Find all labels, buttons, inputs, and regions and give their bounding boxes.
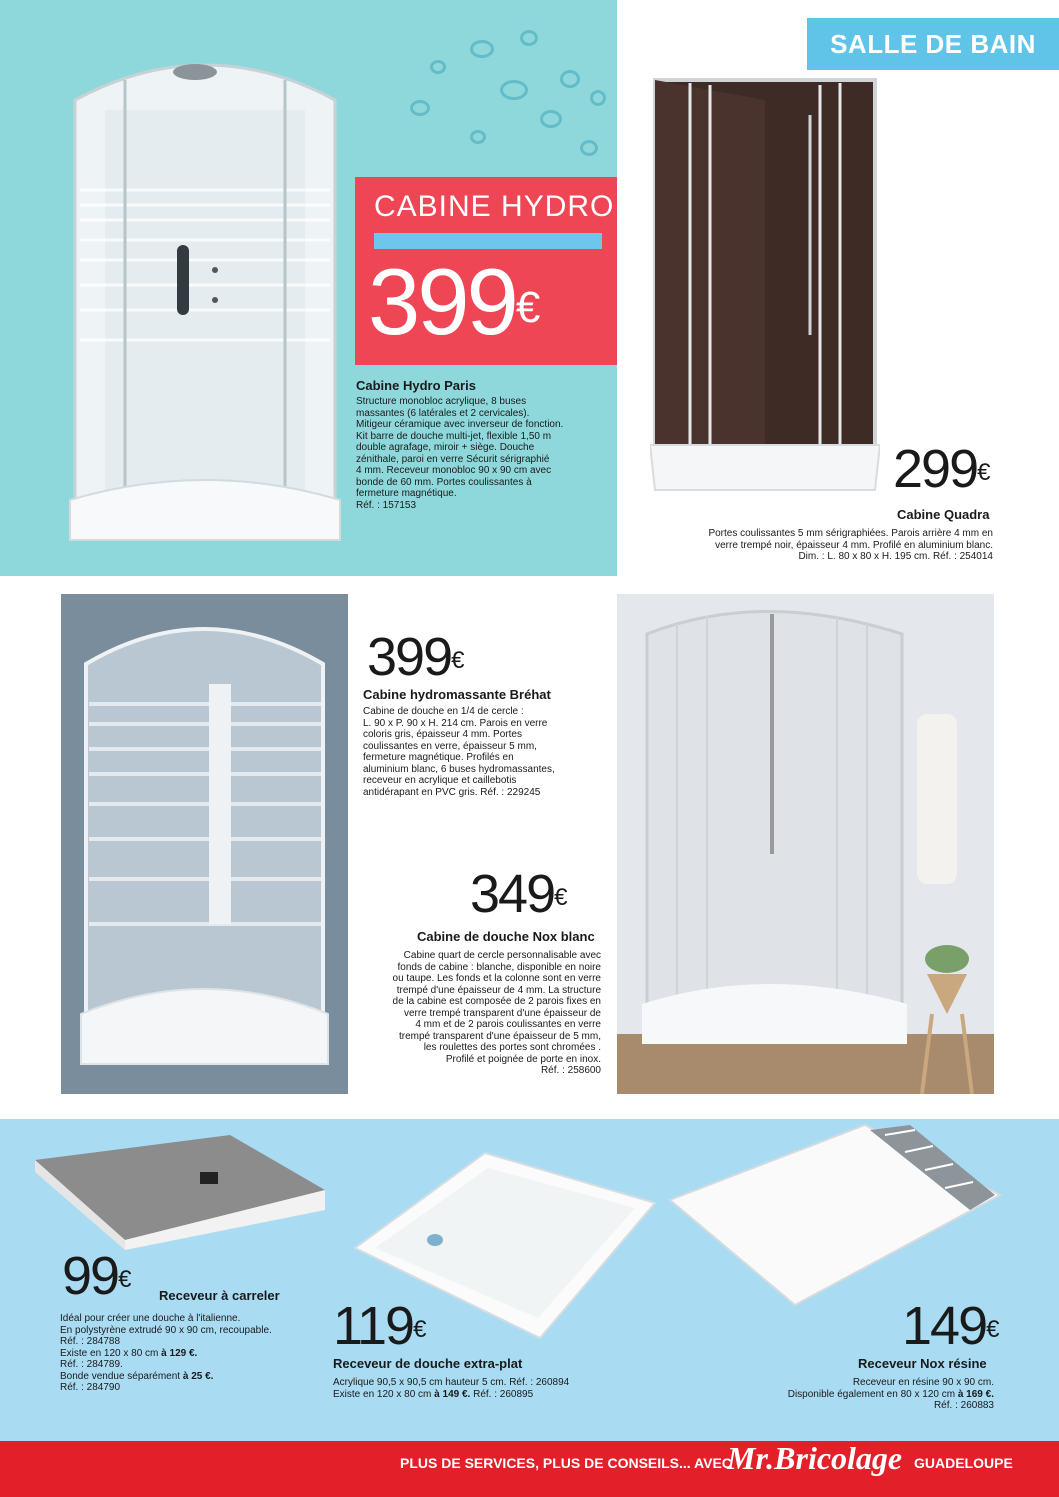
carreler-price: 99€ [62, 1246, 130, 1306]
carreler-desc: Idéal pour créer une douche à l'italienne. En polystyrène extrudé 90 x 90 cm, recoupable. Réf. : 284788 Existe en 120 x 80 cm à 129 €. Réf. : 284789. Bonde vendue séparément à 25 €. Réf. : 284790 [60, 1313, 272, 1393]
extraplat-price: 119€ [333, 1296, 425, 1356]
quadra-cabin-image [650, 75, 880, 495]
quadra-name: Cabine Quadra [897, 507, 990, 522]
carreler-name: Receveur à carreler [159, 1288, 280, 1303]
quadra-price: 299€ [893, 439, 989, 499]
noxresine-tray-image [665, 1120, 1005, 1310]
brehat-price: 399€ [367, 627, 463, 687]
extraplat-name: Receveur de douche extra-plat [333, 1356, 523, 1371]
noxresine-price: 149€ [902, 1296, 998, 1356]
section-tag: SALLE DE BAIN [807, 18, 1059, 70]
quadra-desc: Portes coulissantes 5 mm sérigraphiées. Parois arrière 4 mm en verre trempé noir, épaisseur 4 mm. Profilé en aluminium blanc. Dim. : L. 80 x 80 x H. 195 cm. Réf. : 254014 [708, 528, 993, 562]
noxresine-name: Receveur Nox résine [858, 1356, 987, 1371]
extraplat-desc: Acrylique 90,5 x 90,5 cm hauteur 5 cm. Réf. : 260894 Existe en 120 x 80 cm à 149 €. Réf. : 260895 [333, 1377, 570, 1400]
hydro-name: Cabine Hydro Paris [356, 378, 476, 393]
nox-desc: Cabine quart de cercle personnalisable avec fonds de cabine : blanche, disponible en noire ou taupe. Les fonds et la colonne sont en verre trempé d'une épaisseur de 4 mm. La structure de la cabine est composée de 2 parois fixes en verre trempé transparent d'une épaisseur de 4 mm et de 2 parois coulissantes en verre trempé transparent d'une épaisseur de 5 mm, les roulettes des portes sont chromées . Profilé et poignée de porte en inox. Réf. : 258600 [392, 950, 601, 1076]
brand-logo: Mr.Bricolage [727, 1440, 903, 1476]
carreler-tray-image [30, 1130, 330, 1250]
nox-cabin-image [617, 594, 994, 1094]
brehat-cabin-image [61, 594, 348, 1094]
nox-price: 349€ [470, 864, 566, 924]
hydro-price: 399€ [368, 249, 538, 354]
hydro-paris-cabin-image [65, 40, 345, 560]
footer-region: GUADELOUPE [914, 1455, 1013, 1471]
hydro-banner: CABINE HYDRO [374, 190, 615, 223]
nox-name: Cabine de douche Nox blanc [417, 929, 595, 944]
brehat-name: Cabine hydromassante Bréhat [363, 687, 551, 702]
noxresine-desc: Receveur en résine 90 x 90 cm. Disponible également en 80 x 120 cm à 169 €. Réf. : 260883 [787, 1377, 994, 1411]
brehat-desc: Cabine de douche en 1/4 de cercle : L. 90 x P. 90 x H. 214 cm. Parois en verre coloris gris, épaisseur 4 mm. Portes coulissantes en verre, épaisseur 5 mm, fermeture magnétique. Profilés en aluminium blanc, 6 buses hydromassantes, receveur en acrylique et caillebotis antidérapant en PVC gris. Réf. : 229245 [363, 706, 555, 798]
footer-slogan: PLUS DE SERVICES, PLUS DE CONSEILS... AVEC [400, 1455, 732, 1471]
hydro-desc: Structure monobloc acrylique, 8 buses massantes (6 latérales et 2 cervicales). Mitigeur céramique avec inverseur de fonction. Kit barre de douche multi-jet, flexible 1,50 m double agrafage, miroir + siège. Douche zénithale, paroi en verre Sécurit sérigraphié 4 mm. Receveur monobloc 90 x 90 cm avec bonde de 60 mm. Portes coulissantes à fermeture magnétique. Réf. : 157153 [356, 396, 564, 511]
hydro-accent-bar [374, 233, 602, 249]
